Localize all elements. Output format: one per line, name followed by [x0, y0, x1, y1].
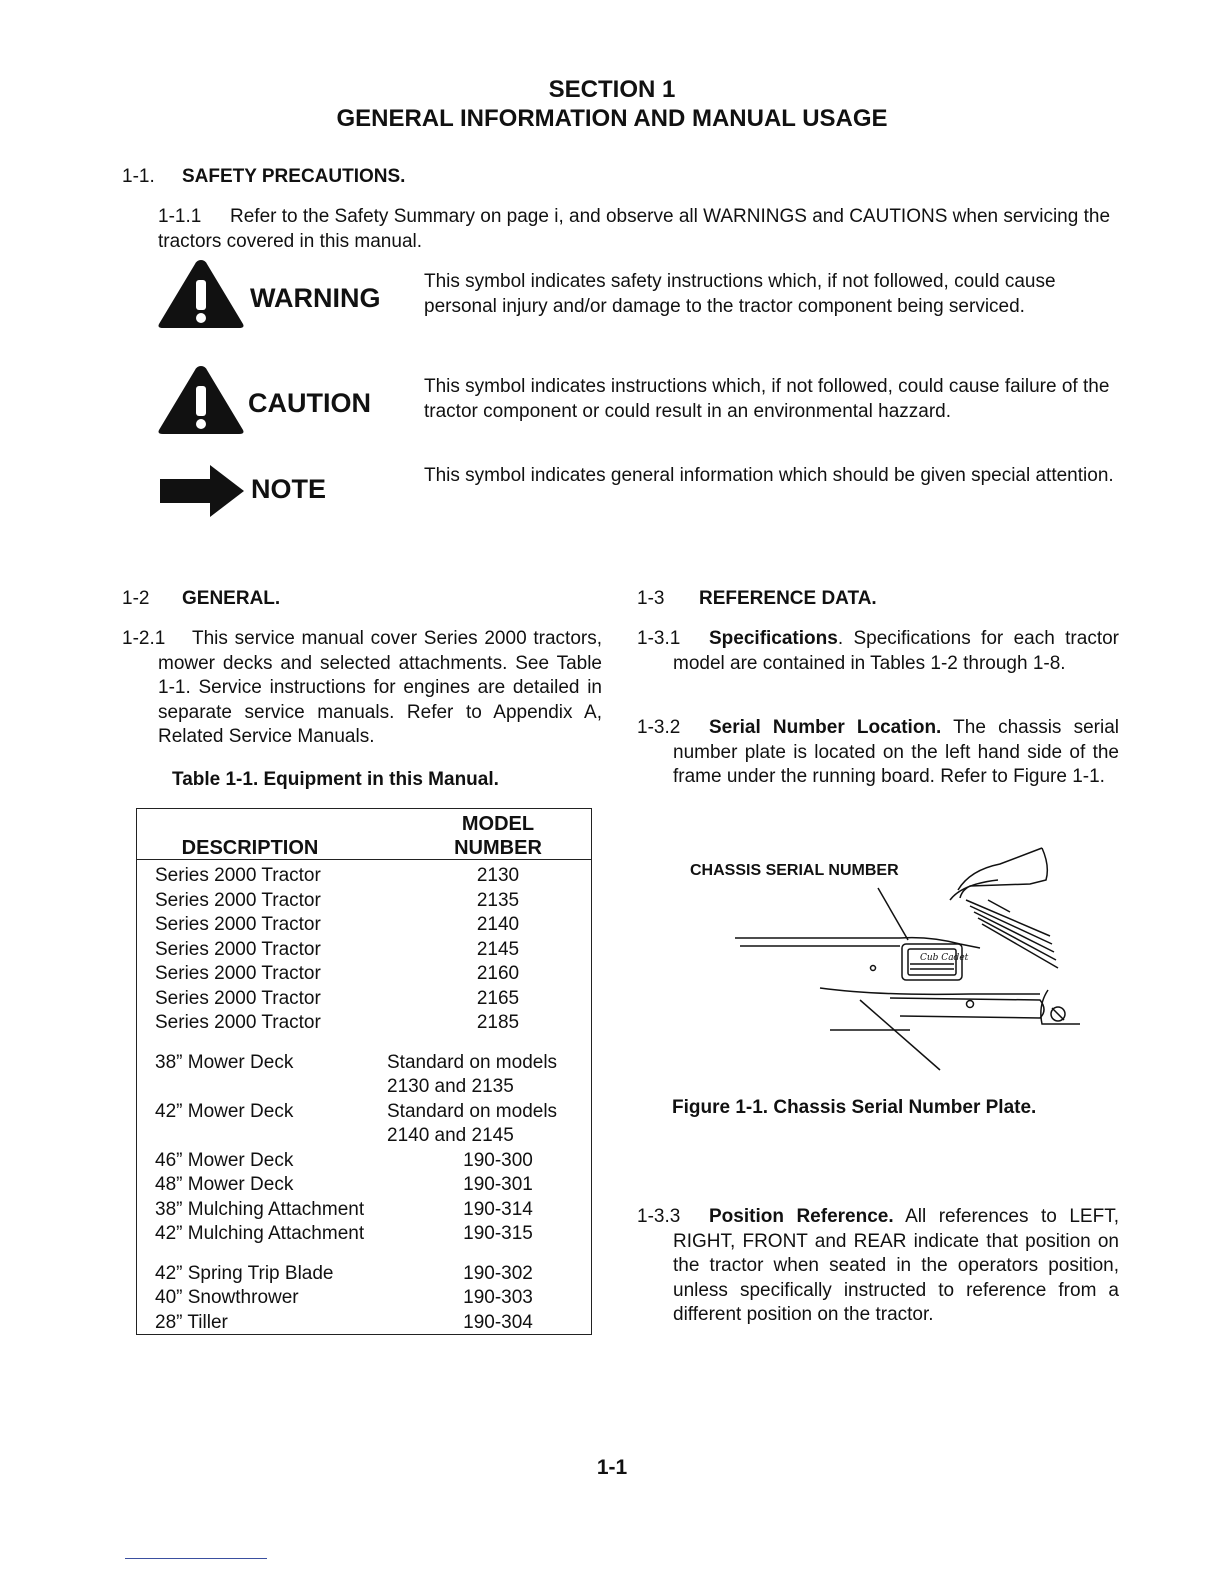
chassis-serial-figure [730, 840, 1090, 1080]
safety-paragraph-text: Refer to the Safety Summary on page i, and observe all WARNINGS and CAUTIONS when servicing the tractors covered in this manual. [158, 206, 1111, 252]
serial-location-paragraph [637, 716, 1119, 790]
position-reference-text: All references to LEFT, RIGHT, FRONT and REAR indicate that position on the tractor when seated in the operators position, unless specifically instructed to reference from a different position on the tractor. [673, 1206, 1119, 1325]
table-caption: Table 1-1. Equipment in this Manual. [172, 769, 499, 790]
table-cell-description: 48” Mower Deck [155, 1174, 294, 1195]
table-cell-description: Series 2000 Tractor [155, 865, 321, 886]
table-cell-model: 2165 [476, 987, 520, 1009]
table-cell-description: Series 2000 Tractor [155, 914, 321, 935]
table-cell-description: Series 2000 Tractor [155, 963, 321, 984]
plate-brand-text: Cub Cadet [920, 953, 969, 963]
table-cell-model: Standard on models [387, 1051, 558, 1073]
table-cell-model-continued: 2140 and 2145 [387, 1125, 514, 1146]
position-reference-heading: Position Reference. [709, 1206, 894, 1227]
chassis-illustration-icon [730, 840, 1090, 1080]
warning-text: This symbol indicates safety instructions which, if not followed, could cause personal injury and/or damage to the tractor component being serviced. [424, 271, 1056, 317]
note-symbol [160, 465, 244, 517]
general-heading [122, 588, 280, 610]
table-cell-model: Standard on models [387, 1100, 558, 1122]
safety-paragraph [122, 205, 1122, 254]
table-cell-model: 190-303 [463, 1287, 533, 1308]
table-cell-description: 38” Mulching Attachment [155, 1198, 365, 1220]
table-header-model-2: NUMBER [454, 837, 542, 859]
safety-heading-title: SAFETY PRECAUTIONS. [182, 166, 406, 187]
table-cell-model: 190-301 [463, 1174, 533, 1195]
specifications-text: . Specifications for each tractor model are contained in Tables 1-2 through 1-8. [673, 628, 1119, 674]
caution-triangle-icon [157, 364, 245, 436]
table-cell-description: 42” Mulching Attachment [155, 1223, 365, 1244]
general-heading-number: 1-2 [122, 588, 150, 609]
table-cell-description: 46” Mower Deck [155, 1149, 294, 1171]
table-cell-description: 38” Mower Deck [155, 1051, 294, 1073]
table-header-description: DESCRIPTION [181, 837, 319, 859]
serial-location-number: 1-3.2 [637, 717, 681, 738]
specifications-paragraph [637, 627, 1119, 676]
reference-heading-title: REFERENCE DATA. [699, 588, 877, 609]
table-cell-model: 190-302 [463, 1262, 533, 1284]
reference-heading [637, 588, 877, 610]
table-cell-description: Series 2000 Tractor [155, 889, 321, 911]
serial-location-heading: Serial Number Location. [709, 717, 942, 738]
safety-paragraph-number: 1-1.1 [158, 206, 202, 227]
table-cell-model: 190-300 [463, 1149, 533, 1171]
table-cell-model: 2140 [476, 914, 520, 935]
general-heading-title: GENERAL. [182, 588, 281, 609]
page-number: 1-1 [596, 1456, 628, 1479]
reference-heading-number: 1-3 [637, 588, 665, 609]
position-reference-number: 1-3.3 [637, 1206, 681, 1227]
table-cell-description: 42” Mower Deck [155, 1100, 294, 1122]
table-cell-model: 2145 [476, 938, 520, 960]
table-cell-model: 2160 [476, 963, 520, 984]
table-cell-model: 2130 [476, 865, 520, 886]
note-text: This symbol indicates general information which should be given special attention. [424, 465, 1114, 486]
table-cell-description: Series 2000 Tractor [155, 938, 321, 960]
table-cell-description: 42” Spring Trip Blade [155, 1262, 334, 1284]
note-label: NOTE [251, 474, 327, 504]
figure-caption: Figure 1-1. Chassis Serial Number Plate. [672, 1097, 1037, 1118]
table-cell-model: 190-304 [463, 1311, 533, 1333]
warning-label: WARNING [250, 283, 381, 313]
table-cell-description: 28” Tiller [155, 1311, 228, 1333]
safety-heading-number: 1-1. [122, 166, 155, 187]
warning-triangle-icon [157, 258, 245, 330]
table-cell-description: Series 2000 Tractor [155, 1012, 321, 1033]
section-title: GENERAL INFORMATION AND MANUAL USAGE [336, 105, 888, 132]
table-cell-description: 40” Snowthrower [155, 1287, 299, 1308]
table-cell-model: 2185 [476, 1012, 520, 1033]
caution-text: This symbol indicates instructions which, if not followed, could cause failure of the tractor component or could result in an environmental hazzard. [424, 376, 1110, 422]
figure-callout-label: CHASSIS SERIAL NUMBER [690, 862, 899, 879]
caution-symbol [157, 364, 245, 436]
position-reference-paragraph [637, 1205, 1119, 1328]
general-paragraph [122, 627, 602, 750]
serial-location-text: The chassis serial number plate is located on the left hand side of the frame under the running board. Refer to Figure 1-1. [673, 717, 1119, 787]
general-paragraph-number: 1-2.1 [122, 628, 166, 649]
specifications-number: 1-3.1 [637, 628, 681, 649]
table-cell-description: Series 2000 Tractor [155, 987, 321, 1009]
warning-symbol [157, 258, 245, 330]
note-arrow-icon [160, 465, 244, 517]
footer-rule [125, 1558, 267, 1559]
section-number: SECTION 1 [548, 76, 676, 103]
caution-label: CAUTION [248, 388, 371, 418]
table-cell-model: 2135 [476, 889, 520, 911]
table-header-model-1: MODEL [461, 813, 535, 835]
safety-heading [122, 166, 405, 188]
table-cell-model-continued: 2130 and 2135 [387, 1076, 514, 1097]
table-cell-model: 190-315 [463, 1223, 533, 1244]
specifications-heading: Specifications [709, 628, 838, 649]
table-cell-model: 190-314 [463, 1198, 533, 1220]
general-paragraph-text: This service manual cover Series 2000 tractors, mower decks and selected attachments. See Table 1-1. Service instructions for engines are detailed in separate service manuals. Refer to Appendix A, Related Service Manuals. [158, 628, 602, 747]
